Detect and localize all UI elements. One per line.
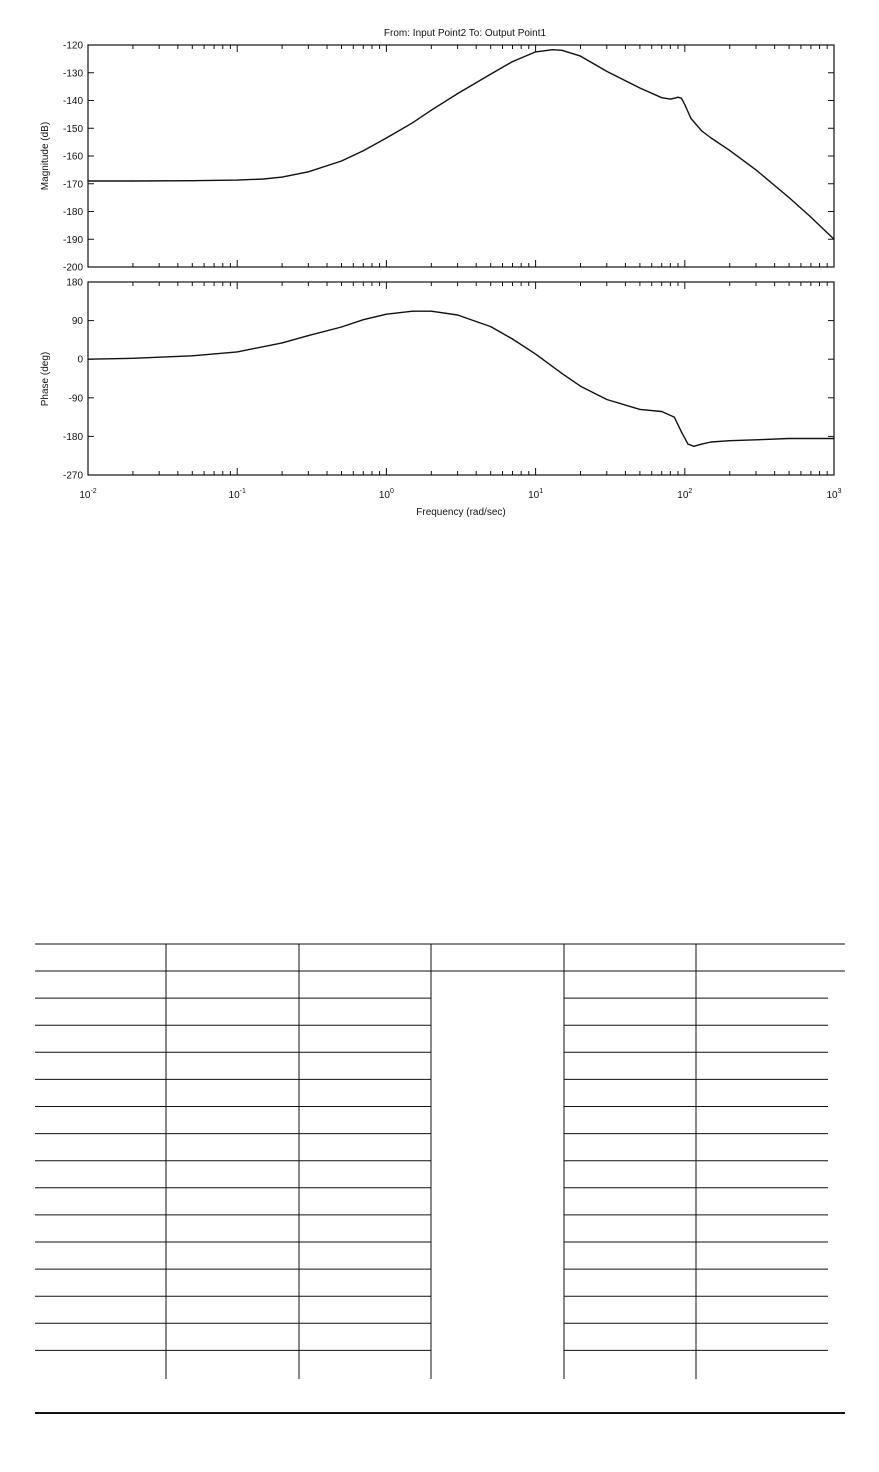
y-tick-label: -180 (62, 207, 83, 218)
magnitude-y-label: Magnitude (dB) (40, 121, 51, 191)
y-tick-label: 180 (66, 277, 83, 289)
chart-title: From: Input Point2 To: Output Point1 (383, 28, 547, 39)
y-tick-label: -180 (62, 431, 83, 443)
y-tick-label: -160 (62, 151, 83, 163)
y-tick-label: -270 (62, 470, 83, 482)
x-tick-label: $10^1$ (528, 488, 544, 501)
y-tick-label: 90 (71, 316, 83, 328)
y-tick-label: -190 (62, 234, 83, 246)
y-tick-label: -140 (62, 96, 83, 107)
x-tick-label: $10^3$ (826, 488, 842, 501)
x-tick-label: $10^{-1}$ (228, 488, 246, 501)
y-tick-label: -150 (62, 123, 83, 135)
x-tick-label: $10^2$ (677, 488, 693, 501)
y-tick-label: -90 (68, 393, 83, 405)
x-tick-label: $10^0$ (378, 488, 394, 501)
phase-y-label: Phase (deg) (40, 351, 51, 407)
y-tick-label: -170 (62, 179, 83, 191)
table-grid (35, 944, 845, 1413)
y-tick-label: -130 (62, 68, 83, 80)
y-tick-label: 0 (77, 354, 83, 366)
y-tick-label: -120 (62, 40, 83, 52)
y-tick-label: -200 (62, 262, 83, 274)
x-axis-label: Frequency (rad/sec) (416, 507, 506, 518)
x-tick-label: $10^{-2}$ (79, 488, 97, 501)
